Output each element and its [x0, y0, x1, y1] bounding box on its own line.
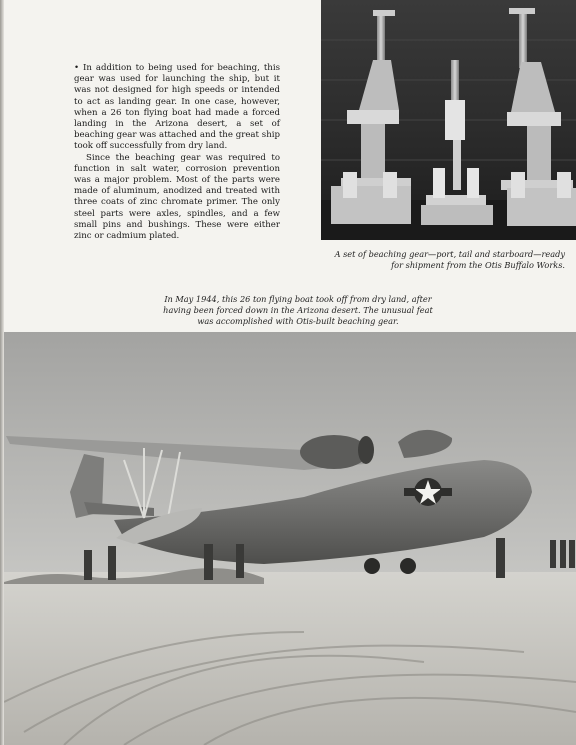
article-paragraph-1: • In addition to being used for beaching, this gear was used for launching the ship, but it was not designed for high speeds or intended to act as landing gear. In one case, however, when a 26 ton flying boat had made a forced landing in the Arizona desert, a set of beaching gear was attached and the great ship took off successfully from dry land. — [74, 63, 280, 152]
plane-photo-caption: In May 1944, this 26 ton flying boat took off from dry land, after having been forced down in the Arizona desert. The unusual feat was accomplished with Otis-built beaching gear. — [163, 294, 433, 326]
article-paragraph-2: Since the beaching gear was required to function in salt water, corrosion prevention was a major problem. Most of the parts were made of aluminum, anodized and treated with three coats of zinc chromate primer. The only steel parts were axles, spindles, and a few small pins and bushings. These were either zinc or cadmium plated. — [74, 152, 280, 242]
beaching-gear-photo — [321, 0, 576, 240]
article-text — [74, 63, 280, 242]
flying-boat-photo — [4, 332, 576, 745]
gear-photo-caption: A set of beaching gear—port, tail and starboard—ready for shipment from the Otis Buffalo Works. — [334, 249, 565, 270]
